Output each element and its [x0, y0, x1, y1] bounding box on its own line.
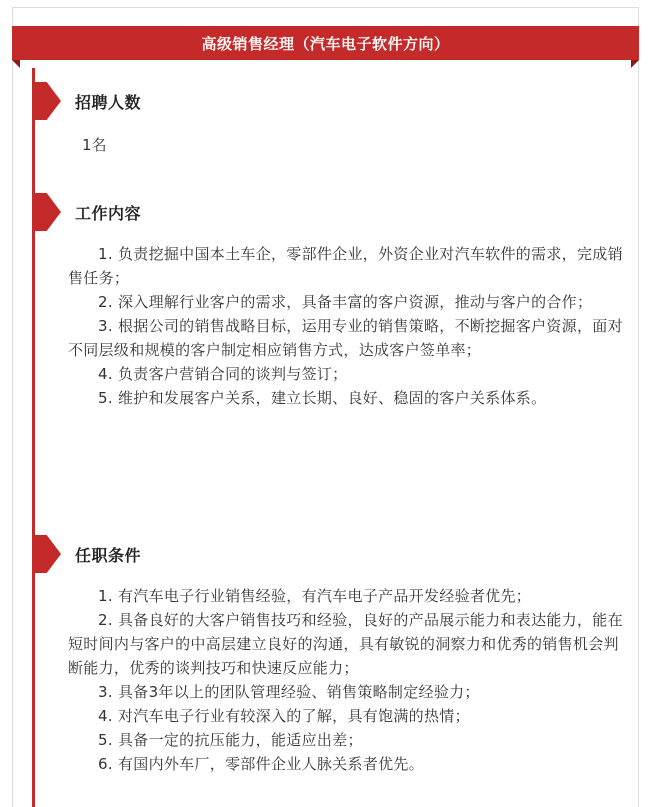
banner-fold-left	[12, 60, 20, 68]
section-flag-icon	[35, 535, 61, 573]
list-item: 5. 维护和发展客户关系，建立长期、良好、稳固的客户关系体系。	[98, 389, 547, 407]
list-item: 2. 深入理解行业客户的需求，具备丰富的客户资源，推动与客户的合作；	[98, 293, 593, 311]
list-item: 2. 具备良好的大客户销售技巧和经验，良好的产品展示能力和表达能力，能在短时间内与客户的中高层建立良好的沟通，具有敏锐的洞察力和优秀的销售机会判断能力，优秀的谈判技巧和快速反应能力；	[68, 611, 623, 677]
duties-list	[68, 242, 623, 410]
list-item: 1. 有汽车电子行业销售经验，有汽车电子产品开发经验者优先；	[98, 587, 532, 605]
section-duties	[35, 193, 141, 231]
section-flag-icon	[35, 193, 61, 231]
list-item: 5. 具备一定的抗压能力，能适应出差；	[98, 731, 363, 749]
section-headcount	[35, 82, 141, 120]
list-item: 6. 有国内外车厂，零部件企业人脉关系者优先。	[98, 755, 424, 773]
banner-fold-right	[631, 60, 639, 68]
section-title-duties: 工作内容	[75, 203, 142, 223]
section-requirements	[35, 535, 141, 573]
list-item: 4. 负责客户营销合同的谈判与签订；	[98, 365, 348, 383]
job-title: 高级销售经理（汽车电子软件方向）	[201, 34, 450, 53]
list-item: 3. 具备3年以上的团队管理经验、销售策略制定经验力；	[98, 683, 480, 701]
section-flag-icon	[35, 82, 61, 120]
requirements-list	[68, 584, 623, 776]
list-item: 3. 根据公司的销售战略目标，运用专业的销售策略，不断挖掘客户资源，面对不同层级和规模的客户制定相应销售方式，达成客户签单率；	[68, 317, 623, 359]
list-item: 1. 负责挖掘中国本土车企，零部件企业，外资企业对汽车软件的需求，完成销售任务；	[68, 245, 623, 287]
job-title-banner	[12, 26, 639, 60]
section-title-requirements: 任职条件	[75, 545, 142, 565]
accent-rule	[32, 68, 35, 807]
list-item: 4. 对汽车电子行业有较深入的了解，具有饱满的热情；	[98, 707, 470, 725]
headcount-value: 1名	[82, 136, 107, 154]
section-title-headcount: 招聘人数	[75, 92, 142, 112]
